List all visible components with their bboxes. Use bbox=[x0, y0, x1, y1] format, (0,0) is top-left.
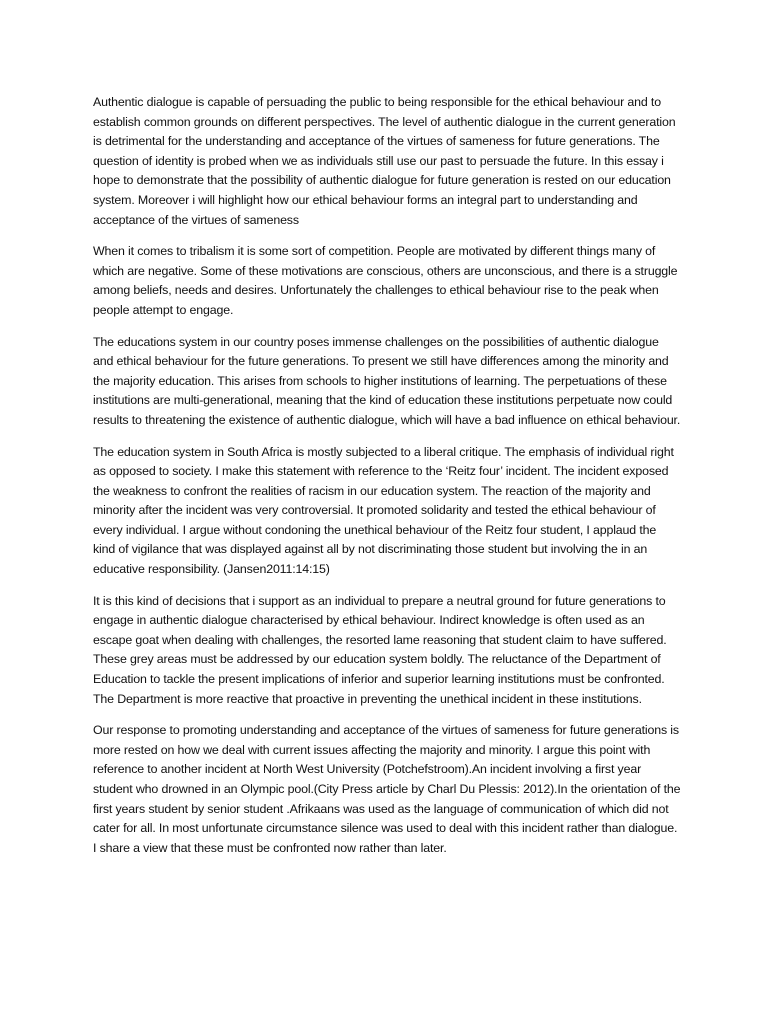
paragraph-introduction: Authentic dialogue is capable of persuading the public to being responsible for the ethical behaviour and to establish common grounds on different perspectives. The level of authentic dialogue in the current generation is detrimental for the understanding and acceptance of the virtues of sameness for future generations. The question of identity is probed when we as individuals still use our past to persuade the future. In this essay i hope to demonstrate that the possibility of authentic dialogue for future generation is rested on our education system. Moreover i will highlight how our ethical behaviour forms an integral part to understanding and acceptance of the virtues of sameness bbox=[93, 95, 676, 227]
paragraph-decisions: It is this kind of decisions that i support as an individual to prepare a neutral ground for future generations to engage in authentic dialogue characterised by ethical behaviour. Indirect knowledge is often used as an escape goat when dealing with challenges, the resorted lame reasoning that student claim to have suffered. These grey areas must be addressed by our education system boldly. The reluctance of the Department of Education to tackle the present implications of inferior and superior learning institutions must be confronted. The Department is more reactive that proactive in preventing the unethical incident in these institutions. bbox=[93, 593, 667, 706]
paragraph-response: Our response to promoting understanding and acceptance of the virtues of sameness for future generations is more rested on how we deal with current issues affecting the majority and minority. I argue this point with reference to another incident at North West University (Potchefstroom).An incident involving a first year student who drowned in an Olympic pool.(City Press article by Charl Du Plessis: 2012).In the orientation of the first years student by senior student .Afrikaans was used as the language of communication of which did not cater for all. In most unfortunate circumstance silence was used to deal with this incident rather than dialogue. I share a view that these must be confronted now rather than later. bbox=[93, 723, 681, 855]
paragraph-education-system: The educations system in our country poses immense challenges on the possibilities of authentic dialogue and ethical behaviour for the future generations. To present we still have differences among the minority and the majority education. This arises from schools to higher institutions of learning. The perpetuations of these institutions are multi-generational, meaning that the kind of education these institutions perpetuate now could results to threatening the existence of authentic dialogue, which will have a bad influence on ethical behaviour. bbox=[93, 334, 681, 427]
paragraph-reitz-four: The education system in South Africa is mostly subjected to a liberal critique. The emphasis of individual right as opposed to society. I make this statement with reference to the ‘Reitz four’ incident. The incident exposed the weakness to confront the realities of racism in our education system. The reaction of the majority and minority after the incident was very controversial. It promoted solidarity and tested the ethical behaviour of every individual. I argue without condoning the unethical behaviour of the Reitz four student, I applaud the kind of vigilance that was displayed against all by not discriminating those student but involving the in an educative responsibility. (Jansen2011:14:15) bbox=[93, 444, 674, 577]
essay-body bbox=[93, 93, 681, 870]
paragraph-tribalism: When it comes to tribalism it is some sort of competition. People are motivated by different things many of which are negative. Some of these motivations are conscious, others are unconscious, and there is a struggle among beliefs, needs and desires. Unfortunately the challenges to ethical behaviour rise to the peak when people attempt to engage. bbox=[93, 244, 678, 317]
